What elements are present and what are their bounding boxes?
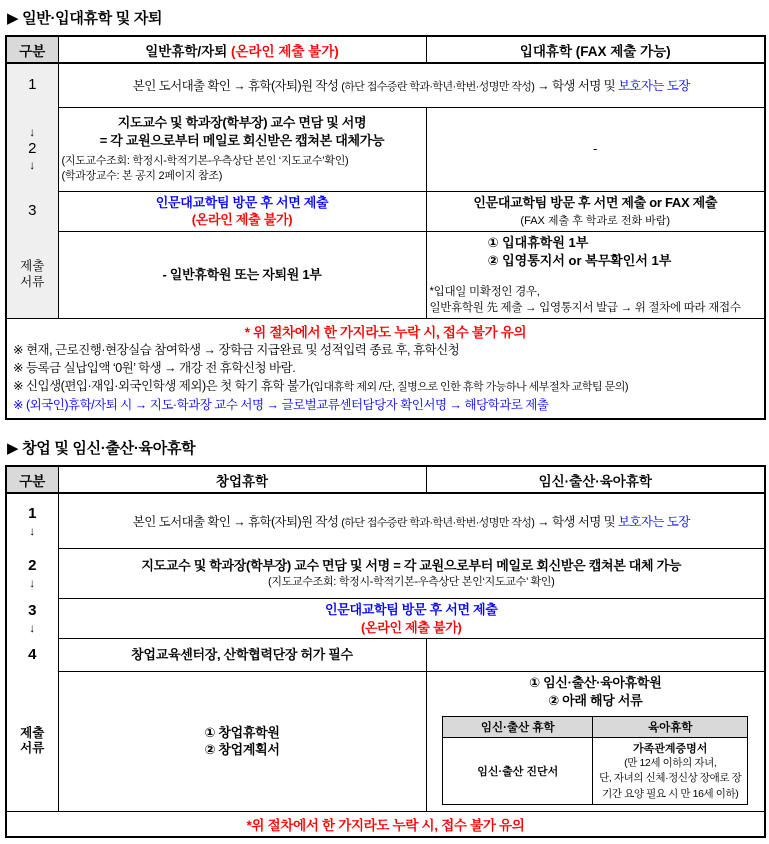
t2-documents-right [426, 672, 765, 812]
t2-step2-note: (지도교수조회: 학정시-학적기본-우측상단 본인‘지도교수’ 확인) [267, 575, 555, 588]
t1-documents-enlistment-notice: ② 입영통지서 or 복무확인서 1부 [487, 252, 672, 268]
t1-documents-military-form: ① 입대휴학원 1부 [487, 234, 589, 250]
t2-documents-below-docs: ② 아래 해당 서류 [548, 692, 643, 708]
t2-nested-header-row [443, 717, 748, 738]
t1-step1-text: 본인 도서대출 확인 → 휴학(자퇴)원 작성 [132, 79, 342, 94]
t2-step1-number: 1 [28, 504, 37, 522]
t1-step3-fax-note: (FAX 제출 후 학과로 전화 바람) [520, 214, 671, 227]
t1-step3-number: 3 [28, 201, 37, 219]
t1-note-freshman: ※ 신입생(편입·재입·외국인학생 제외)은 첫 학기 휴학 불가 [13, 379, 311, 394]
t2-nested-doc-table [442, 716, 748, 805]
t1-header-military: 입대휴학 (FAX 제출 가능) [426, 36, 765, 63]
t2-step1-content [58, 493, 765, 548]
t2-nested-header-pregnancy: 임신·출산 휴학 [443, 717, 593, 738]
t1-documents-label-line1: 제출 [20, 259, 45, 273]
t1-step3-left [58, 191, 426, 231]
t1-step3-no-online: (온라인 제출 불가) [191, 212, 293, 228]
t2-nested-family-note3: 기간 요양 필요 시 만 16세 이하) [602, 787, 739, 800]
t2-step1-cell [6, 493, 58, 548]
t1-step1-number: 1 [28, 76, 37, 94]
t1-step3-visit-submit: 인문대교학팀 방문 후 서면 제출 [155, 194, 329, 210]
t1-step2-arrow-top: ↓ [29, 125, 36, 140]
t2-step2-bold: 지도교수 및 학과장(학부장) 교수 면담 및 서명 = 각 교원으로부터 메일로 회신받은 캡쳐본 대체 가능 [141, 558, 682, 574]
t2-step2-arrow: ↓ [29, 575, 36, 590]
t2-step4-right-empty [426, 639, 765, 672]
t1-step3-right [426, 191, 765, 231]
t1-header-gubun: 구분 [6, 36, 58, 63]
t1-documents-label-cell [6, 231, 58, 319]
t1-warning-missing-step: * 위 절차에서 한 가지라도 누락 시, 접수 불가 유의 [244, 325, 527, 341]
t2-step2-cell [6, 548, 58, 598]
t2-documents-label-cell [6, 672, 58, 812]
t2-step1-paren: (하단 접수증란 학과·학년·학번·성명만 작성) [341, 517, 535, 530]
t2-row-step1 [6, 493, 765, 548]
t2-step3-content [58, 598, 765, 638]
t1-step3-cell [6, 191, 58, 231]
t2-step1-mid: → 학생 서명 및 [534, 515, 618, 530]
t2-header-pregnancy: 임신·출산·육아휴학 [426, 466, 765, 493]
t1-step3-fax-submit: 인문대교학팀 방문 후 서면 제출 or FAX 제출 [473, 195, 718, 211]
t2-step3-visit-submit: 인문대교학팀 방문 후 서면 제출 [324, 601, 498, 617]
t1-documents-note2: 일반휴학원 先 제출 → 입영통지서 발급 → 위 절차에 따라 재접수 [429, 302, 741, 315]
t1-row-step3 [6, 191, 765, 231]
t1-documents-note1: *입대일 미확정인 경우, [429, 285, 540, 298]
t1-step1-mid: → 학생 서명 및 [534, 79, 618, 94]
t2-header-startup: 창업휴학 [58, 466, 426, 493]
section2-title: ▶ 창업 및 임신·출산·육아휴학 [7, 440, 196, 458]
t1-step2-note2: (학과장교수: 본 공지 2페이지 참조) [61, 170, 223, 183]
t1-row-notes [6, 319, 765, 420]
t1-row-step2 [6, 107, 765, 191]
t2-documents-startup-plan: ② 창업계획서 [204, 742, 280, 758]
t1-notes-cell [6, 319, 765, 420]
t2-warning-cell [6, 811, 765, 837]
t1-step1-paren: (하단 접수증란 학과·학년·학번·성명만 작성) [341, 81, 535, 94]
t1-step2-right-dash: - [426, 107, 765, 191]
t1-note-work-scholarship: ※ 현재, 근로진행·현장실습 참여학생 → 장학금 지급완료 및 성적입력 종료 후, 휴학신청 [13, 343, 460, 358]
t1-row-step1 [6, 63, 765, 107]
t2-nested-header-childcare: 육아휴학 [593, 717, 748, 738]
t1-note-foreign-student: ※ (외국인)휴학/자퇴 시 → 지도·학과장 교수 서명 → 글로벌교류센터담당자 확인서명 → 해당학과로 제출 [13, 398, 549, 413]
t1-header-no-online-warning: (온라인 제출 불가) [230, 43, 339, 59]
t1-documents-general-form: - 일반휴학원 또는 자퇴원 1부 [162, 267, 322, 283]
t2-row-step4 [6, 639, 765, 672]
t2-nested-family-cert-title: 가족관계증명서 [633, 743, 708, 756]
t1-step1-cell [6, 63, 58, 107]
t1-documents-right [426, 231, 765, 319]
t2-step2-content [58, 548, 765, 598]
table-startup-pregnancy-leave [5, 465, 766, 837]
t2-step4-approval: 창업교육센터장, 산학협력단장 허가 필수 [131, 647, 353, 663]
t1-step2-number: 2 [28, 139, 37, 157]
t2-header-gubun: 구분 [6, 466, 58, 493]
t1-note-zero-tuition: ※ 등록금 실납입액 ‘0원’ 학생 → 개강 전 휴학신청 바람. [13, 361, 296, 376]
t2-nested-diagnosis-text: 임신·출산 진단서 [477, 765, 559, 778]
t2-step1-text: 본인 도서대출 확인 → 휴학(자퇴)원 작성 [132, 515, 342, 530]
t1-step2-bold-line1: 지도교수 및 학과장(학부장) 교수 면담 및 서명 [117, 115, 367, 131]
t1-step2-note1: (지도교수조회: 학정시-학적기본-우측상단 본인 ‘지도교수’확인) [61, 155, 349, 168]
t2-step3-number: 3 [28, 601, 37, 619]
t2-row-warning [6, 811, 765, 837]
t1-row-documents [6, 231, 765, 319]
t2-nested-diagnosis [443, 738, 593, 805]
t1-step2-arrow-bottom: ↓ [29, 158, 36, 173]
t2-row-step2 [6, 548, 765, 598]
t2-documents-pregnancy-form: ① 임신·출산·육아휴학원 [529, 675, 662, 691]
t2-step3-cell [6, 598, 58, 638]
t2-step3-no-online: (온라인 제출 불가) [361, 619, 462, 635]
t1-step1-guardian-stamp: 보호자는 도장 [617, 79, 690, 94]
t2-step1-guardian-stamp: 보호자는 도장 [617, 515, 690, 530]
t2-step2-number: 2 [28, 556, 37, 574]
t2-warning-missing-step: *위 절차에서 한 가지라도 누락 시, 접수 불가 유의 [246, 817, 525, 833]
t2-step4-number: 4 [28, 645, 37, 663]
t1-step2-bold-line2: = 각 교원으로부터 메일로 회신받은 캡쳐본 대체가능 [99, 132, 385, 148]
t2-step3-arrow: ↓ [29, 620, 36, 635]
table-general-military-leave [5, 35, 766, 420]
t2-documents-label-line2: 서류 [20, 741, 45, 756]
t1-step2-left [58, 107, 426, 191]
t1-header-general-text: 일반휴학/자퇴 [145, 43, 231, 59]
t2-step4-left [58, 639, 426, 672]
t2-header-row [6, 466, 765, 493]
t2-step1-arrow: ↓ [29, 523, 36, 538]
t1-step1-content [58, 63, 765, 107]
t2-row-step3 [6, 598, 765, 638]
t2-step4-cell [6, 639, 58, 672]
t2-row-documents [6, 672, 765, 812]
t1-header-general-withdrawal [58, 36, 426, 63]
t1-documents-left [58, 231, 426, 319]
t2-documents-label-line1: 제출 [20, 725, 45, 740]
section1-title: ▶ 일반·입대휴학 및 자퇴 [7, 10, 163, 27]
t1-documents-label-line2: 서류 [20, 274, 45, 289]
t2-nested-family-note2: 단, 자녀의 신체·정신상 장애로 장 [599, 772, 742, 785]
t2-nested-family-note1: (만 12세 이하의 자녀, [624, 757, 717, 770]
t1-header-row [6, 36, 765, 63]
t1-step2-cell [6, 107, 58, 191]
t2-documents-left [58, 672, 426, 812]
t2-nested-family-cert [593, 738, 748, 805]
t1-note-freshman-detail: (입대휴학 제외 /단, 질병으로 인한 휴학 가능하나 세부절차 교학팀 문의) [310, 381, 629, 394]
t2-documents-startup-form: ① 창업휴학원 [204, 724, 280, 740]
t2-nested-body-row [443, 738, 748, 805]
